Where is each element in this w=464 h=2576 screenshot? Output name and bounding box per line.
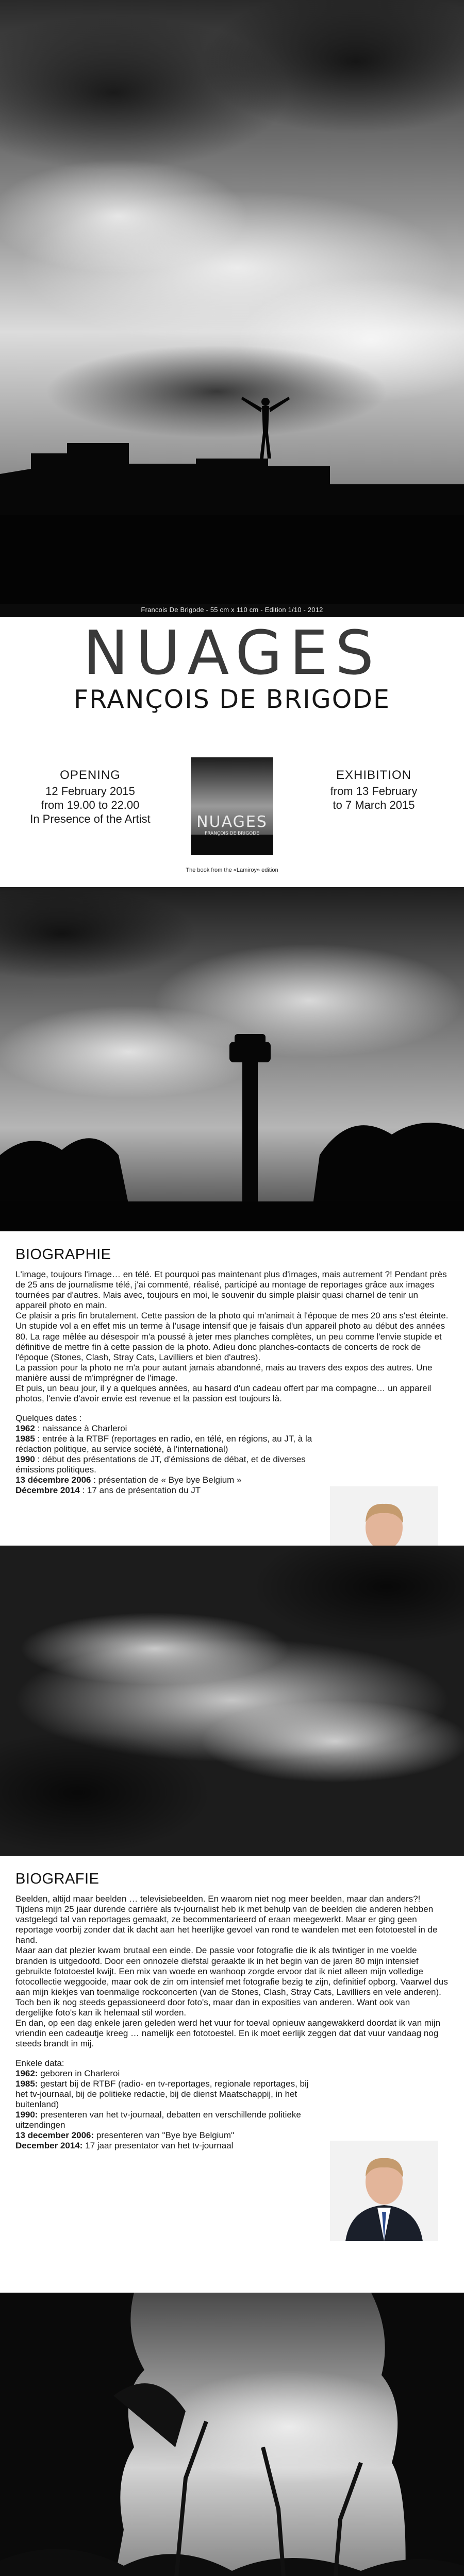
- bio-nl-date-item: 1962: geboren in Charleroi: [15, 2068, 120, 2078]
- book-caption: The book from the «Lamiroy» edition: [186, 867, 278, 873]
- opening-date: 12 February 2015: [45, 785, 135, 798]
- bio-nl-date-item: 1985: gestart bij de RTBF (radio- en tv-reportages, regionale reportages, bij het tv-journaal, bij de politieke redactie, bij de dienst Maatschappij, in het buitenland): [15, 2079, 309, 2110]
- opening-note: In Presence of the Artist: [30, 812, 151, 825]
- biography-fr-heading: BIOGRAPHIE: [15, 1246, 111, 1263]
- bio-fr-date-item: 1985 : entrée à la RTBF (reportages en radio, en télé, en régions, au JT, à la rédaction politique, au service société, à l'international): [15, 1433, 312, 1454]
- bio-nl-paragraph: Beelden, altijd maar beelden … televisiebeelden. En waarom niet nog meer beelden, maar dan anders?! Tijdens mijn 25 jaar durende carrière als tv-journalist heb ik met behulp van de beelden die anderen hebben vastgelegd tal van reportages gemaakt, ze becommentarieerd of eraan meegewerkt. Maar er ging geen reportage voorbij zonder dat ik dacht aan het heerlijke gevoel van rond te wandelen met een fototoestel in de hand.: [15, 1894, 438, 1945]
- artist-name: FRANÇOIS DE BRIGODE: [74, 685, 390, 714]
- bio-nl-dates: [15, 2058, 320, 2151]
- biography-nl: [15, 1870, 449, 2151]
- trees-photo: [0, 2293, 464, 2576]
- opening-info: [10, 768, 170, 826]
- book-cover: [191, 757, 273, 855]
- book-cover-title: NUAGES: [196, 813, 268, 831]
- bio-nl-paragraph: Maar aan dat plezier kwam brutaal een einde. De passie voor fotografie die ik als twintiger in me voelde branden is uitgedoofd. Door een onnozele diefstal geraakte ik in het begin van de jaren 80 mijn intensief gebruikte fototoestel kwijt. Een mix van woede en wanhoop zorgde ervoor dat ik niet alleen mijn volledige fotocollectie weggooide, maar ook de zin om intensief met fotografie bezig te zijn, definitief opborg. Vaarwel dus aan mijn kiekjes van toenmalige rockconcerten (van de Stones, Clash, Stray Cats, Lavilliers en vele anderen).: [15, 1945, 448, 1997]
- biography-fr: [15, 1246, 449, 1496]
- exhibition-heading: EXHIBITION: [336, 768, 412, 782]
- bio-nl-dates-heading: Enkele data:: [15, 2058, 64, 2068]
- bio-nl-paragraph: Toch ben ik nog steeds gepassioneerd door foto's, maar dan in exposities van anderen. Want ook van dergelijke foto's kan ik helemaal stil worden.: [15, 1997, 410, 2018]
- exhibition-title: NUAGES: [82, 617, 382, 688]
- bio-fr-paragraph: Ce plaisir a pris fin brutalement. Cette passion de la photo qui m'animait à l'époque de mes 20 ans s'est éteinte. Un stupide vol a en effet mis un terme à l'usage intensif que je faisais d'un appareil photo au début des années 80. La rage mêlée au désespoir m'a poussé à jeter mes planches complètes, un peu comme l'envie stupide et définitive de mettre fin à cette passion de la photo. Adieu donc planches-contacts de concerts de rock de l'époque (Stones, Clash, Stray Cats, Lavilliers et bien d'autres).: [15, 1311, 449, 1362]
- bio-fr-date-item: 1990 : début des présentations de JT, d'émissions de débat, et de diverses émissions politiques.: [15, 1454, 306, 1475]
- hero-photo: [0, 0, 464, 604]
- bio-fr-dates-heading: Quelques dates :: [15, 1413, 82, 1423]
- bio-fr-date-item: Décembre 2014 : 17 ans de présentation du JT: [15, 1485, 201, 1496]
- exhibition-to: to 7 March 2015: [333, 799, 415, 812]
- hero-caption: Francois De Brigode - 55 cm x 110 cm - Edition 1/10 - 2012: [141, 606, 323, 614]
- opening-heading: OPENING: [60, 768, 121, 782]
- book-cover-artist: FRANÇOIS DE BRIGODE: [205, 831, 259, 836]
- bio-fr-paragraph: L'image, toujours l'image… en télé. Et pourquoi pas maintenant plus d'images, mais autrement ?! Pendant près de 25 ans de journalisme télé, j'ai commenté, réalisé, participé au montage de reportages grâce aux images tournées par d'autres. Mais avec, toujours en moi, le souvenir du simple plaisir quasi charnel de tenir un appareil photo en main.: [15, 1269, 447, 1311]
- bio-nl-paragraph: En dan, op een dag enkele jaren geleden werd het vuur for toeval opnieuw aangewakkerd doordat ik van mijn vriendin een cadeautje kreeg … namelijk een fototoestel. En ik moet eerlijk zeggen dat dat vuur vandaag nog steeds brandt in mij.: [15, 2018, 441, 2048]
- bio-fr-dates: [15, 1413, 320, 1496]
- exhibition-info: [294, 768, 454, 812]
- bio-nl-date-item: 1990: presenteren van het tv-journaal, debatten en verschillende politieke uitzendingen: [15, 2110, 301, 2130]
- exhibition-from: from 13 February: [330, 785, 418, 798]
- biography-nl-heading: BIOGRAFIE: [15, 1871, 100, 1887]
- bio-fr-date-item: 13 décembre 2006 : présentation de « Bye bye Belgium »: [15, 1475, 242, 1485]
- artist-portrait: [330, 2141, 438, 2241]
- bio-fr-date-item: 1962 : naissance à Charleroi: [15, 1423, 127, 1433]
- bio-fr-paragraph: Et puis, un beau jour, il y a quelques années, au hasard d'un cadeau offert par ma compagne… un appareil photos, l'envie d'avoir envie est revenue et la passion est toujours là.: [15, 1383, 432, 1403]
- clouds-photo: [0, 1546, 464, 1856]
- bio-nl-date-item: 13 december 2006: presenteren van "Bye bye Belgium": [15, 2130, 235, 2141]
- bio-nl-date-item: December 2014: 17 jaar presentator van het tv-journaal: [15, 2141, 234, 2151]
- tower-photo: [0, 887, 464, 1231]
- bio-fr-paragraph: La passion pour la photo ne m'a pour autant jamais abandonné, mais au travers des expos des autres. Une manière aussi de m'imprégner de l'image.: [15, 1362, 433, 1383]
- opening-time: from 19.00 to 22.00: [41, 799, 140, 812]
